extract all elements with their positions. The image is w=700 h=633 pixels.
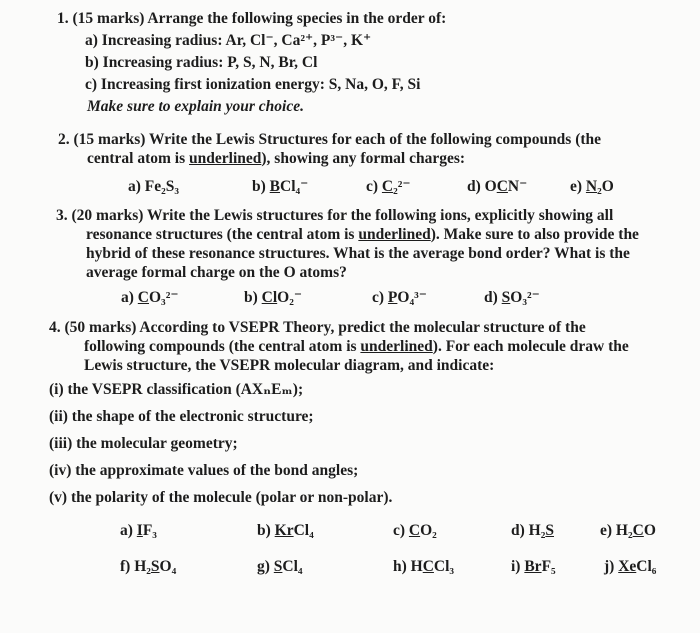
q4-option-j: j) XeCl₆: [604, 558, 657, 575]
q4-option-e: e) H₂CO: [600, 522, 656, 539]
q4-line3: Lewis structure, the VSEPR molecular diagram, and indicate:: [84, 357, 495, 374]
q4-option-d: d) H₂S: [511, 522, 554, 539]
q3-line1: 3. (20 marks) Write the Lewis structures for the following ions, explicitly showing all: [56, 207, 614, 224]
q2-line1: 2. (15 marks) Write the Lewis Structures for each of the following compounds (the: [58, 131, 602, 148]
q4-option-h: h) HCCl₃: [393, 558, 455, 575]
q4-option-f: f) H₂SO₄: [120, 558, 177, 575]
q4-option-b: b) KrCl₄: [257, 522, 314, 539]
q3-option-c: c) PO₄³⁻: [372, 289, 427, 306]
q3-option-d: d) SO₃²⁻: [484, 289, 540, 306]
q2-option-d: d) OCN⁻: [467, 178, 528, 195]
q2-option-a: a) Fe₂S₃: [128, 178, 180, 195]
q2-option-b: b) BCl₄⁻: [252, 178, 309, 195]
q4-option-c: c) CO₂: [393, 522, 437, 539]
q4-line2: following compounds (the central atom is underlined). For each molecule draw the: [84, 338, 629, 355]
q4-option-a: a) IF₃: [120, 522, 157, 539]
q2-option-c: c) C₂²⁻: [366, 178, 411, 195]
q4-item-i: (i) the VSEPR classification (AXₙEₘ);: [49, 381, 304, 398]
q1-item-a: a) Increasing radius: Ar, Cl⁻, Ca²⁺, P³⁻, K⁺: [85, 32, 372, 49]
q1-note: Make sure to explain your choice.: [87, 98, 304, 115]
q3-line3: hybrid of these resonance structures. What is the average bond order? What is the: [86, 245, 630, 262]
q2-option-e: e) N₂O: [570, 178, 614, 195]
q4-option-i: i) BrF₅: [511, 558, 556, 575]
q1-header: 1. (15 marks) Arrange the following species in the order of:: [57, 10, 447, 27]
q3-line2: resonance structures (the central atom is underlined). Make sure to also provide the: [86, 226, 639, 243]
q3-line4: average formal charge on the O atoms?: [86, 264, 347, 281]
q4-item-ii: (ii) the shape of the electronic structure;: [49, 408, 314, 425]
q2-line2: central atom is underlined), showing any formal charges:: [87, 150, 466, 167]
q4-item-iv: (iv) the approximate values of the bond angles;: [49, 462, 359, 479]
q3-option-b: b) ClO₂⁻: [244, 289, 303, 306]
q3-option-a: a) CO₃²⁻: [121, 289, 179, 306]
q4-option-g: g) SCl₄: [257, 558, 303, 575]
q4-item-iii: (iii) the molecular geometry;: [49, 435, 238, 452]
q4-line1: 4. (50 marks) According to VSEPR Theory, predict the molecular structure of the: [49, 319, 586, 336]
q4-item-v: (v) the polarity of the molecule (polar or non-polar).: [49, 489, 393, 506]
q1-item-b: b) Increasing radius: P, S, N, Br, Cl: [85, 54, 318, 71]
q1-item-c: c) Increasing first ionization energy: S, Na, O, F, Si: [85, 76, 421, 93]
